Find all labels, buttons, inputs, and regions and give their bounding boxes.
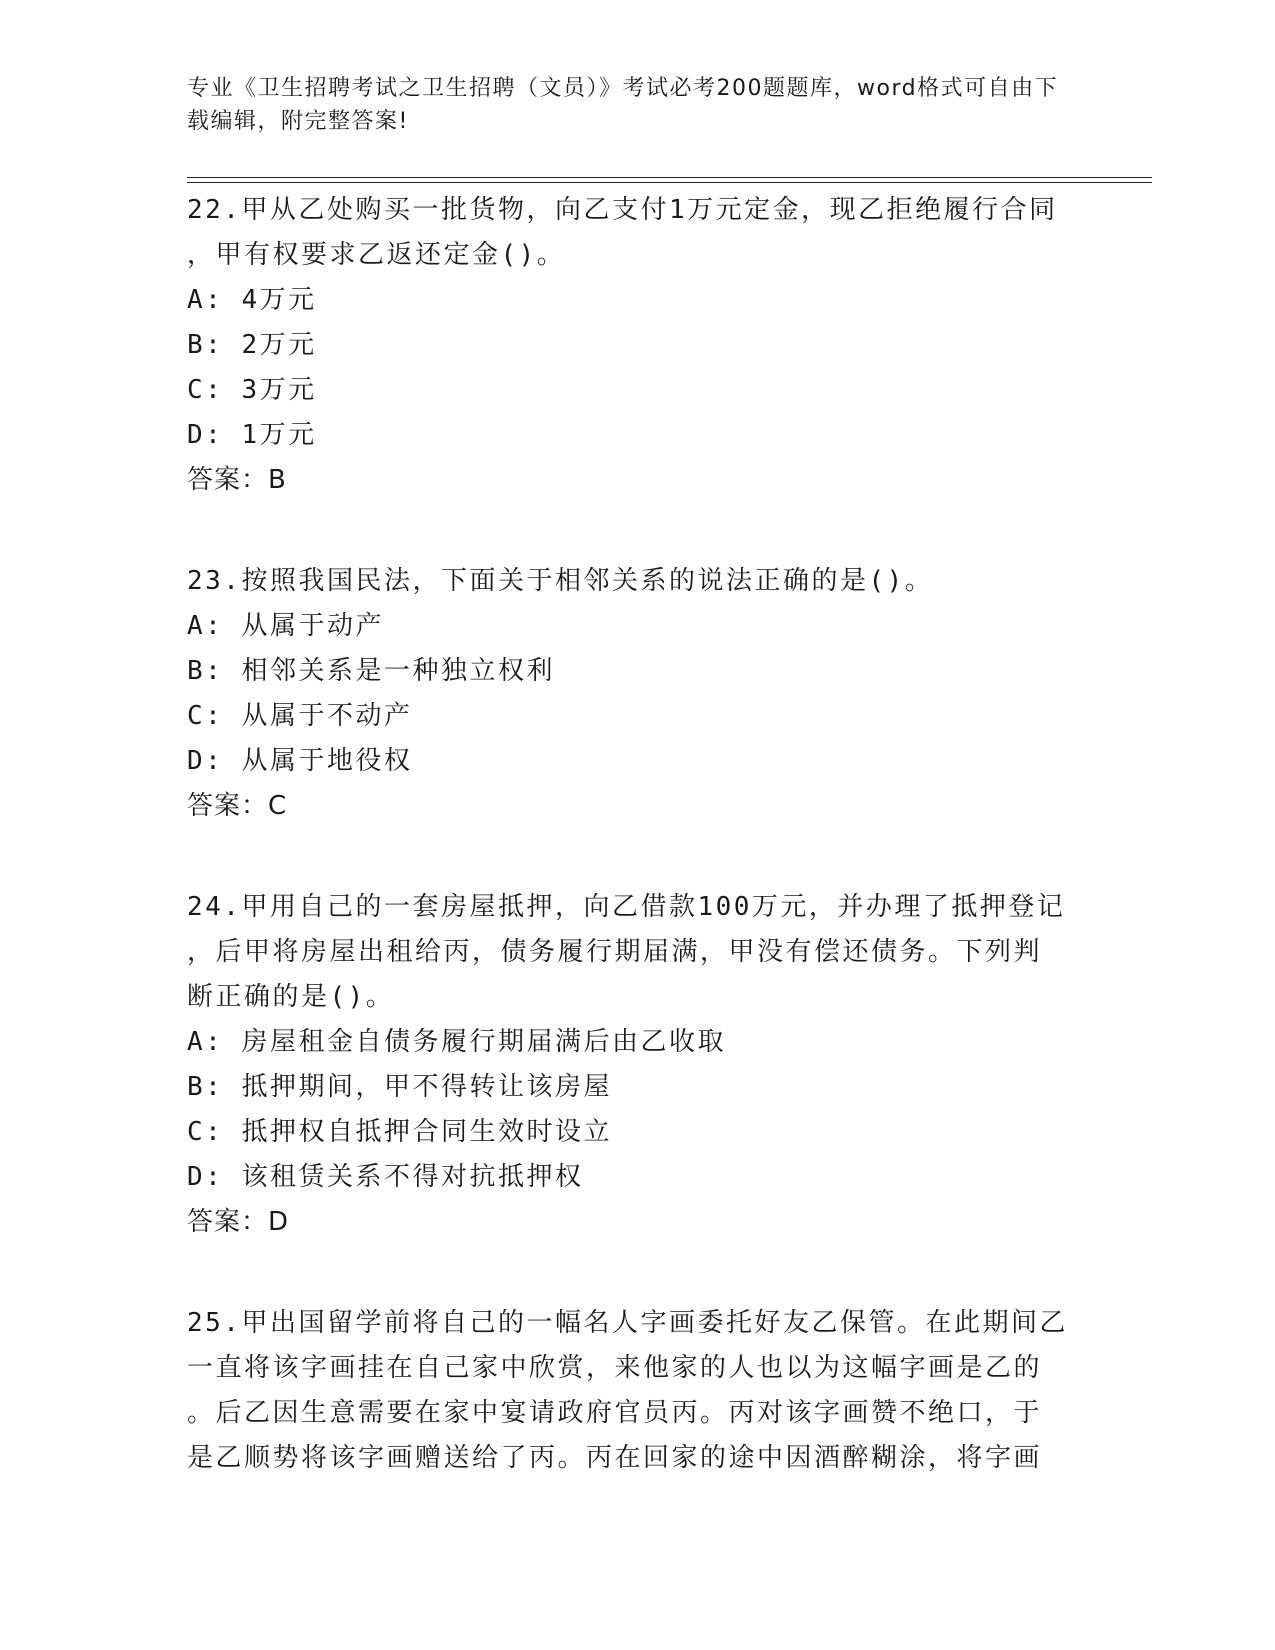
- option-a: A: 4万元: [187, 285, 317, 315]
- question-stem-line: 。后乙因生意需要在家中宴请政府官员丙。丙对该字画赞不绝口，于: [187, 1398, 1043, 1428]
- question-stem-line: 断正确的是()。: [187, 982, 395, 1012]
- question-25: [187, 1301, 1087, 1481]
- option-b: B: 抵押期间，甲不得转让该房屋: [187, 1072, 612, 1102]
- question-stem-line: ，甲有权要求乙返还定金()。: [187, 240, 566, 270]
- question-stem-line: 25.甲出国留学前将自己的一幅名人字画委托好友乙保管。在此期间乙: [187, 1308, 1068, 1338]
- option-d: D: 该租赁关系不得对抗抵押权: [187, 1162, 584, 1192]
- question-stem-line: 22.甲从乙处购买一批货物，向乙支付1万元定金，现乙拒绝履行合同: [187, 195, 1058, 225]
- question-stem-line: 23.按照我国民法，下面关于相邻关系的说法正确的是()。: [187, 566, 934, 596]
- option-d: D: 从属于地役权: [187, 746, 413, 776]
- question-23: [187, 559, 1087, 829]
- question-stem-line: 是乙顺势将该字画赠送给了丙。丙在回家的途中因酒醉糊涂，将字画: [187, 1443, 1043, 1473]
- question-stem-line: 24.甲用自己的一套房屋抵押，向乙借款100万元，并办理了抵押登记: [187, 892, 1066, 922]
- question-24: [187, 885, 1087, 1245]
- option-a: A: 房屋租金自债务履行期届满后由乙收取: [187, 1027, 726, 1057]
- header-rule-bottom: [187, 182, 1152, 183]
- option-a: A: 从属于动产: [187, 611, 384, 641]
- document-header: 专业《卫生招聘考试之卫生招聘（文员）》考试必考200题题库，word格式可自由下载编辑，附完整答案!: [187, 76, 1059, 134]
- answer-line: 答案：D: [187, 1207, 290, 1237]
- option-b: B: 2万元: [187, 330, 317, 360]
- question-22: [187, 188, 1087, 503]
- question-list: [187, 188, 1087, 1481]
- question-spacer: [187, 1245, 1087, 1301]
- header-rule-top: [187, 177, 1152, 178]
- question-stem-line: ，后甲将房屋出租给丙，债务履行期届满，甲没有偿还债务。下列判: [187, 937, 1043, 967]
- question-spacer: [187, 503, 1087, 559]
- option-c: C: 从属于不动产: [187, 701, 413, 731]
- answer-line: 答案：C: [187, 791, 288, 821]
- option-c: C: 抵押权自抵押合同生效时设立: [187, 1117, 612, 1147]
- option-b: B: 相邻关系是一种独立权利: [187, 656, 555, 686]
- option-c: C: 3万元: [187, 375, 317, 405]
- question-stem-line: 一直将该字画挂在自己家中欣赏，来他家的人也以为这幅字画是乙的: [187, 1353, 1043, 1383]
- answer-line: 答案：B: [187, 465, 287, 495]
- question-spacer: [187, 829, 1087, 885]
- option-d: D: 1万元: [187, 420, 317, 450]
